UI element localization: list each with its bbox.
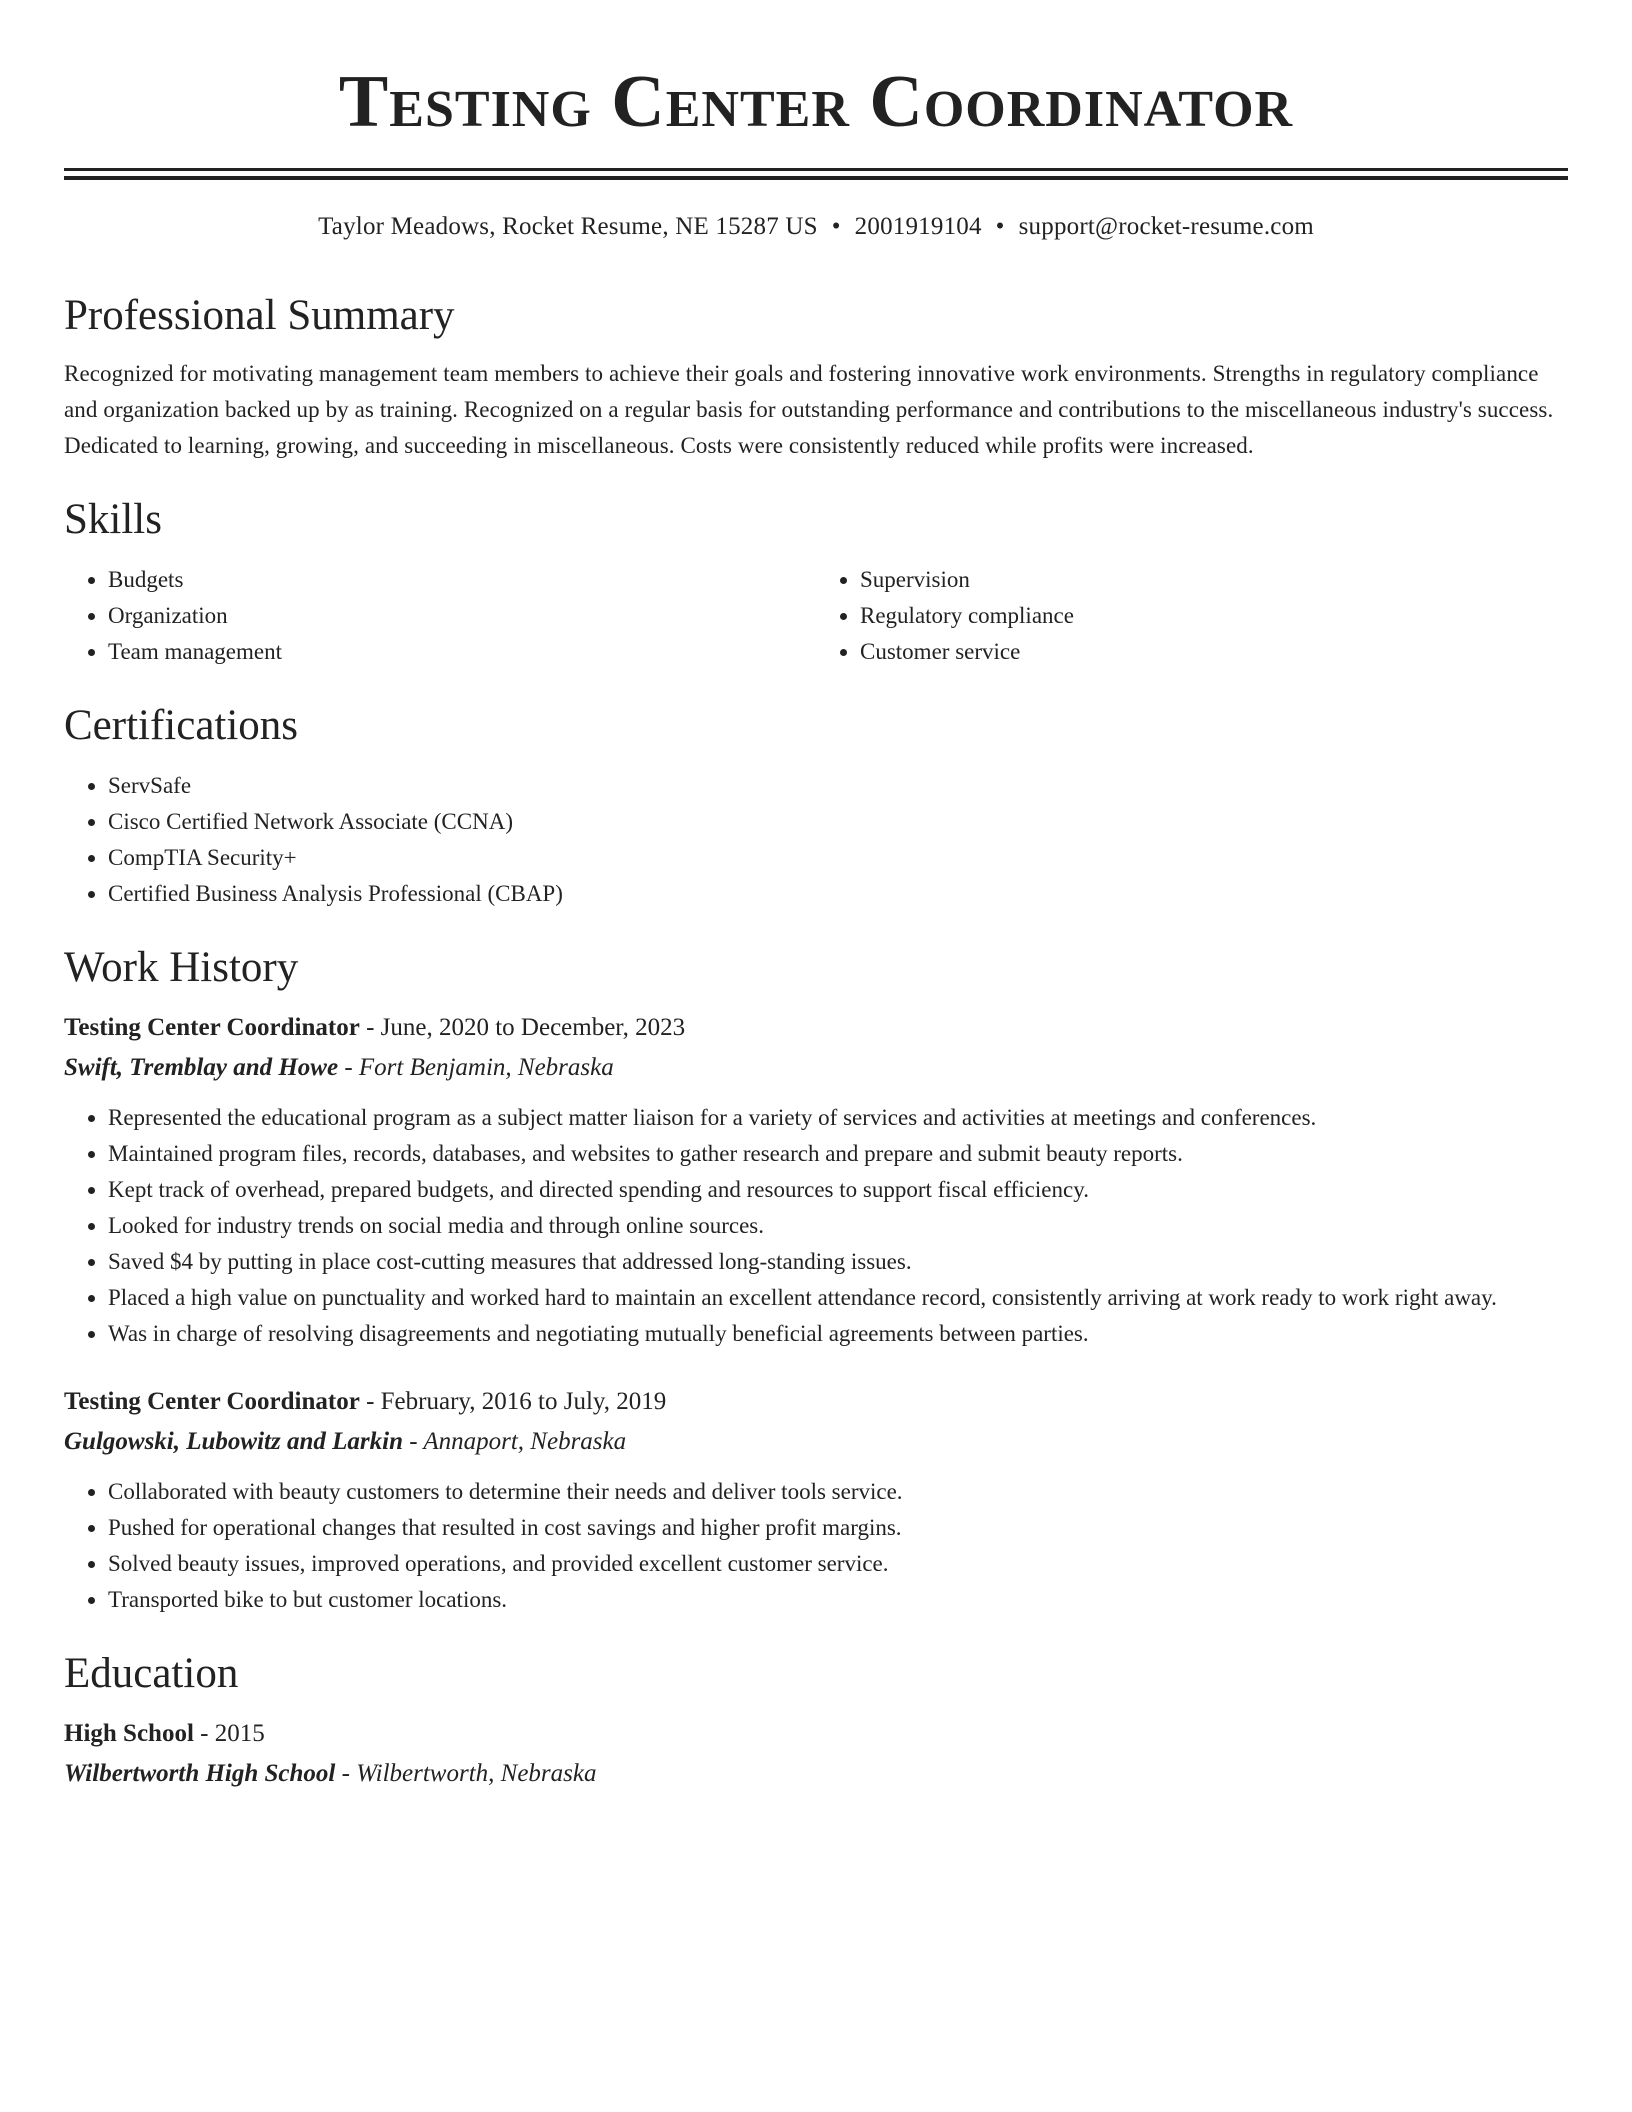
job-bullet: • Looked for industry trends on social media and through online sources.: [108, 1208, 1568, 1244]
job-bullets: [64, 1474, 1568, 1618]
school-line: [64, 1756, 1568, 1792]
skill-item: • Customer service: [860, 634, 1568, 670]
summary-heading: Professional Summary: [64, 292, 455, 339]
company-name: Gulgowski, Lubowitz and Larkin: [64, 1428, 403, 1455]
job-title-line: [64, 1010, 1568, 1046]
skill-item: • Regulatory compliance: [860, 598, 1568, 634]
dash: -: [338, 1054, 359, 1081]
job-bullet: • Transported bike to but customer locations.: [108, 1582, 1568, 1618]
job-entry: [64, 1384, 1568, 1618]
certifications-heading: Certifications: [64, 702, 299, 749]
job-bullet: • Kept track of overhead, prepared budgets, and directed spending and resources to support fiscal efficiency.: [108, 1172, 1568, 1208]
skill-item: • Budgets: [108, 562, 816, 598]
job-bullet: • Represented the educational program as a subject matter liaison for a variety of services and activities at meetings and conferences.: [108, 1100, 1568, 1136]
company-location: Annaport, Nebraska: [423, 1428, 627, 1455]
resume-title: Testing Center Coordinator: [338, 61, 1294, 143]
job-title: Testing Center Coordinator: [64, 1014, 360, 1041]
contact-email: support@rocket-resume.com: [1018, 213, 1314, 240]
skill-item: • Supervision: [860, 562, 1568, 598]
certification-item: • CompTIA Security+: [108, 840, 1568, 876]
degree: High School: [64, 1720, 194, 1747]
degree-line: [64, 1716, 1568, 1752]
job-bullet: • Saved $4 by putting in place cost-cutting measures that addressed long-standing issues.: [108, 1244, 1568, 1280]
certification-item: • ServSafe: [108, 768, 1568, 804]
job-bullets: [64, 1100, 1568, 1352]
graduation-year: 2015: [214, 1720, 265, 1747]
job-bullet: • Pushed for operational changes that resulted in cost savings and higher profit margins.: [108, 1510, 1568, 1546]
education-heading: Education: [64, 1650, 239, 1697]
school-name: Wilbertworth High School: [64, 1760, 336, 1787]
company-name: Swift, Tremblay and Howe: [64, 1054, 339, 1081]
job-bullet: • Maintained program files, records, databases, and websites to gather research and prepare and submit beauty reports.: [108, 1136, 1568, 1172]
job-bullet: • Solved beauty issues, improved operations, and provided excellent customer service.: [108, 1546, 1568, 1582]
dash: -: [359, 1014, 381, 1041]
school-location: Wilbertworth, Nebraska: [356, 1760, 597, 1787]
certification-item: • Cisco Certified Network Associate (CCNA): [108, 804, 1568, 840]
dash: -: [193, 1720, 215, 1747]
job-title-line: [64, 1384, 1568, 1420]
contact-separator: •: [995, 213, 1005, 240]
summary-text: Recognized for motivating management team members to achieve their goals and fostering innovative work environments. Strengths in regulatory compliance and organization backed up by as training. Recognized on a regular basis for outstanding performance and contributions to the miscellaneous industry's success. Dedicated to learning, growing, and succeeding in miscellaneous. Costs were consistently reduced while profits were increased.: [64, 361, 1554, 458]
skills-heading: Skills: [64, 496, 162, 543]
job-dates: February, 2016 to July, 2019: [380, 1388, 667, 1415]
job-dates: June, 2020 to December, 2023: [380, 1014, 686, 1041]
job-entry: [64, 1010, 1568, 1352]
title-divider: [64, 168, 1568, 180]
skill-item: • Team management: [108, 634, 816, 670]
company-line: [64, 1050, 1568, 1086]
company-location: Fort Benjamin, Nebraska: [358, 1054, 614, 1081]
job-title: Testing Center Coordinator: [64, 1388, 360, 1415]
education-entry: [64, 1716, 1568, 1792]
certification-item: • Certified Business Analysis Professional (CBAP): [108, 876, 1568, 912]
work-history-heading: Work History: [64, 944, 299, 991]
skills-list-right: [816, 562, 1568, 670]
skills-list-left: [64, 562, 816, 670]
contact-line: [64, 210, 1568, 244]
contact-phone: 2001919104: [854, 213, 982, 240]
dash: -: [359, 1388, 381, 1415]
dash: -: [402, 1428, 424, 1455]
dash: -: [335, 1760, 357, 1787]
contact-separator: •: [831, 213, 841, 240]
job-bullet: • Was in charge of resolving disagreements and negotiating mutually beneficial agreements between parties.: [108, 1316, 1568, 1352]
skill-item: • Organization: [108, 598, 816, 634]
certifications-list: [64, 768, 1568, 912]
job-bullet: • Collaborated with beauty customers to determine their needs and deliver tools service.: [108, 1474, 1568, 1510]
resume-page: [64, 0, 1568, 1792]
contact-address: Taylor Meadows, Rocket Resume, NE 15287 US: [318, 213, 818, 240]
job-bullet: • Placed a high value on punctuality and worked hard to maintain an excellent attendance record, consistently arriving at work ready to work right away.: [108, 1280, 1568, 1316]
skills-columns: [64, 562, 1568, 670]
company-line: [64, 1424, 1568, 1460]
